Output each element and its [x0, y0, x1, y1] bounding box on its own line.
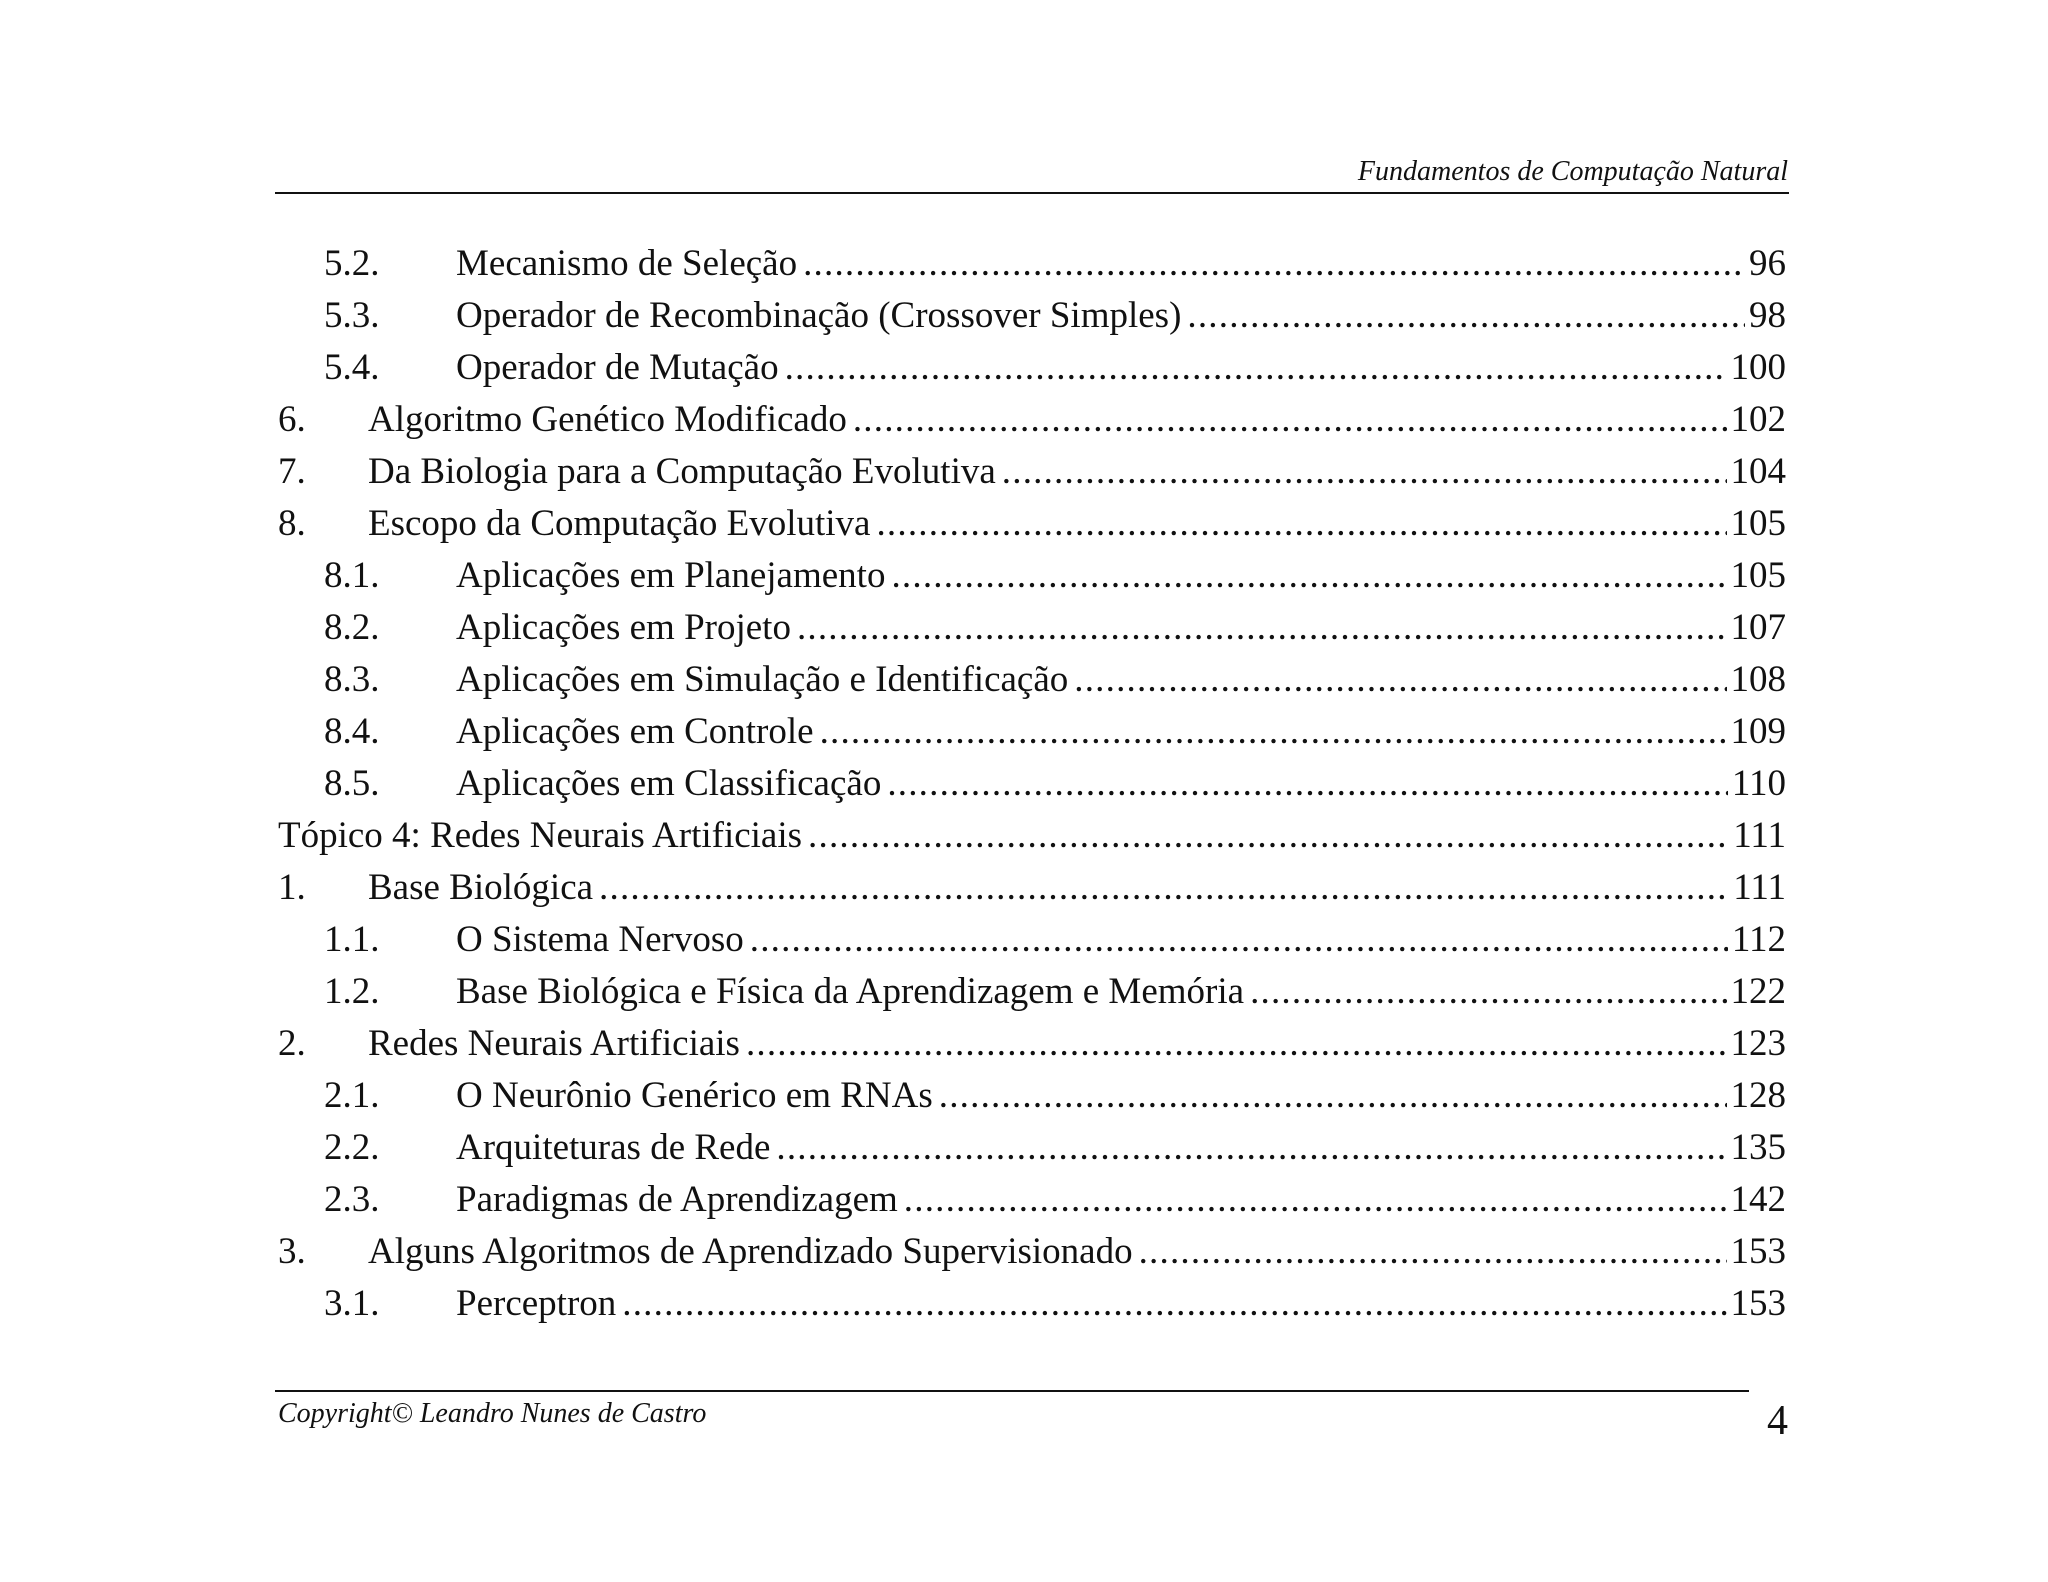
- toc-entry-title: Da Biologia para a Computação Evolutiva: [368, 451, 996, 492]
- toc-entry-line: [368, 446, 1786, 498]
- toc-entry-title: Operador de Recombinação (Crossover Simples): [456, 295, 1182, 336]
- toc-entry: [278, 602, 1786, 654]
- toc-entry: [278, 1174, 1786, 1226]
- dot-leader: [808, 810, 1729, 862]
- toc-entry-line: [456, 1174, 1786, 1226]
- footer-copyright: Copyright© Leandro Nunes de Castro: [278, 1398, 707, 1429]
- toc-entry-line: [456, 758, 1786, 810]
- toc-entry-page: 128: [1730, 1075, 1786, 1116]
- toc-entry-line: [456, 1070, 1786, 1122]
- toc-entry-page: 109: [1730, 711, 1786, 752]
- toc-entry-title: Aplicações em Planejamento: [456, 555, 886, 596]
- toc-entry-number: 8.: [278, 503, 306, 544]
- toc-entry: [278, 914, 1786, 966]
- toc-entry-title: Aplicações em Classificação: [456, 763, 882, 804]
- dot-leader: [939, 1070, 1727, 1122]
- toc-entry-page: 111: [1733, 815, 1786, 856]
- dot-leader: [622, 1278, 1726, 1330]
- toc-entry: [278, 1278, 1786, 1330]
- toc-entry-title: Operador de Mutação: [456, 347, 779, 388]
- toc-entry-number: 5.4.: [324, 347, 380, 388]
- dot-leader: [876, 498, 1726, 550]
- toc-entry-page: 135: [1730, 1127, 1786, 1168]
- page-number: 4: [1767, 1398, 1788, 1444]
- toc-entry-line: [456, 1278, 1786, 1330]
- toc-entry-number: 8.1.: [324, 555, 380, 596]
- dot-leader: [1002, 446, 1727, 498]
- toc-entry-page: 98: [1749, 295, 1786, 336]
- toc-entry: [278, 1122, 1786, 1174]
- dot-leader: [1187, 290, 1745, 342]
- dot-leader: [803, 238, 1745, 290]
- toc-entry-number: 2.: [278, 1023, 306, 1064]
- toc-entry-number: 8.2.: [324, 607, 380, 648]
- dot-leader: [891, 550, 1726, 602]
- dot-leader: [887, 758, 1728, 810]
- toc-entry-title: Arquiteturas de Rede: [456, 1127, 771, 1168]
- toc-entry-title: Paradigmas de Aprendizagem: [456, 1179, 898, 1220]
- toc-entry-page: 153: [1730, 1231, 1786, 1272]
- toc-entry-title: Aplicações em Controle: [456, 711, 814, 752]
- dot-leader: [904, 1174, 1727, 1226]
- toc-entry-title: Perceptron: [456, 1283, 617, 1324]
- toc-entry: [278, 810, 1786, 862]
- toc-entry-line: [368, 862, 1786, 914]
- toc-entry-page: 123: [1730, 1023, 1786, 1064]
- toc-entry-line: [456, 966, 1786, 1018]
- toc-entry: [278, 342, 1786, 394]
- toc-entry-title: Base Biológica e Física da Aprendizagem e Memória: [456, 971, 1245, 1012]
- toc-entry-number: 7.: [278, 451, 306, 492]
- toc-entry: [278, 1070, 1786, 1122]
- toc-entry-page: 111: [1733, 867, 1786, 908]
- toc-entry-line: [456, 550, 1786, 602]
- toc-entry-title: Redes Neurais Artificiais: [368, 1023, 740, 1064]
- toc-entry-title: O Sistema Nervoso: [456, 919, 744, 960]
- toc-entry-line: [456, 602, 1786, 654]
- toc-entry-number: 3.1.: [324, 1283, 380, 1324]
- dot-leader: [750, 914, 1728, 966]
- toc-entry-line: [456, 1122, 1786, 1174]
- toc-entry-page: 107: [1730, 607, 1786, 648]
- toc-entry: [278, 550, 1786, 602]
- toc-entry: [278, 238, 1786, 290]
- toc-entry-title: Tópico 4: Redes Neurais Artificiais: [278, 815, 803, 856]
- toc-entry-number: 2.3.: [324, 1179, 380, 1220]
- toc-entry: [278, 966, 1786, 1018]
- dot-leader: [1250, 966, 1726, 1018]
- toc-entry-number: 8.3.: [324, 659, 380, 700]
- toc-entry: [278, 706, 1786, 758]
- toc-entry-title: Algoritmo Genético Modificado: [368, 399, 847, 440]
- toc-entry-line: [456, 654, 1786, 706]
- dot-leader: [785, 342, 1727, 394]
- toc-entry-page: 153: [1730, 1283, 1786, 1324]
- toc-entry-line: [456, 238, 1786, 290]
- toc-entry-page: 105: [1730, 555, 1786, 596]
- toc-entry-page: 102: [1730, 399, 1786, 440]
- toc-entry-title: Base Biológica: [368, 867, 594, 908]
- toc-entry-number: 5.2.: [324, 243, 380, 284]
- toc-entry-number: 2.1.: [324, 1075, 380, 1116]
- toc-entry: [278, 498, 1786, 550]
- toc-entry-title: Aplicações em Projeto: [456, 607, 791, 648]
- toc-entry-line: [456, 342, 1786, 394]
- toc-entry: [278, 290, 1786, 342]
- toc-entry-number: 5.3.: [324, 295, 380, 336]
- toc-entry: [278, 446, 1786, 498]
- toc-entry-number: 3.: [278, 1231, 306, 1272]
- dot-leader: [746, 1018, 1727, 1070]
- toc-entry-number: 2.2.: [324, 1127, 380, 1168]
- toc-entry-number: 8.5.: [324, 763, 380, 804]
- toc-entry-page: 104: [1730, 451, 1786, 492]
- toc-entry-title: O Neurônio Genérico em RNAs: [456, 1075, 933, 1116]
- dot-leader: [853, 394, 1727, 446]
- toc-entry-line: [456, 706, 1786, 758]
- toc-entry: [278, 394, 1786, 446]
- toc-entry-page: 142: [1730, 1179, 1786, 1220]
- toc-entry-line: [456, 914, 1786, 966]
- dot-leader: [820, 706, 1727, 758]
- toc-entry-page: 100: [1730, 347, 1786, 388]
- toc-entry-line: [278, 810, 1786, 862]
- toc-entry-line: [368, 1018, 1786, 1070]
- toc-entry-title: Mecanismo de Seleção: [456, 243, 798, 284]
- toc-entry-page: 110: [1731, 763, 1786, 804]
- toc-entry-page: 105: [1730, 503, 1786, 544]
- footer-divider: [275, 1390, 1749, 1392]
- toc-entry: [278, 1226, 1786, 1278]
- toc-entry-number: 1.1.: [324, 919, 380, 960]
- toc-entry-page: 122: [1730, 971, 1786, 1012]
- dot-leader: [776, 1122, 1726, 1174]
- dot-leader: [797, 602, 1727, 654]
- toc-entry-line: [456, 290, 1786, 342]
- header-divider: [275, 192, 1789, 194]
- toc-entry-title: Escopo da Computação Evolutiva: [368, 503, 871, 544]
- toc-entry-number: 1.2.: [324, 971, 380, 1012]
- table-of-contents: [278, 238, 1786, 1330]
- toc-entry-title: Aplicações em Simulação e Identificação: [456, 659, 1069, 700]
- running-header: Fundamentos de Computação Natural: [1357, 156, 1788, 187]
- toc-entry: [278, 862, 1786, 914]
- toc-entry: [278, 758, 1786, 810]
- dot-leader: [599, 862, 1729, 914]
- toc-entry: [278, 1018, 1786, 1070]
- toc-entry-page: 108: [1730, 659, 1786, 700]
- toc-entry-line: [368, 498, 1786, 550]
- dot-leader: [1074, 654, 1726, 706]
- toc-entry-line: [368, 394, 1786, 446]
- toc-entry-page: 112: [1731, 919, 1786, 960]
- toc-entry-number: 6.: [278, 399, 306, 440]
- toc-entry-number: 8.4.: [324, 711, 380, 752]
- toc-entry-title: Alguns Algoritmos de Aprendizado Supervisionado: [368, 1231, 1133, 1272]
- toc-entry-line: [368, 1226, 1786, 1278]
- dot-leader: [1139, 1226, 1727, 1278]
- toc-entry: [278, 654, 1786, 706]
- toc-entry-number: 1.: [278, 867, 306, 908]
- toc-entry-page: 96: [1749, 243, 1786, 284]
